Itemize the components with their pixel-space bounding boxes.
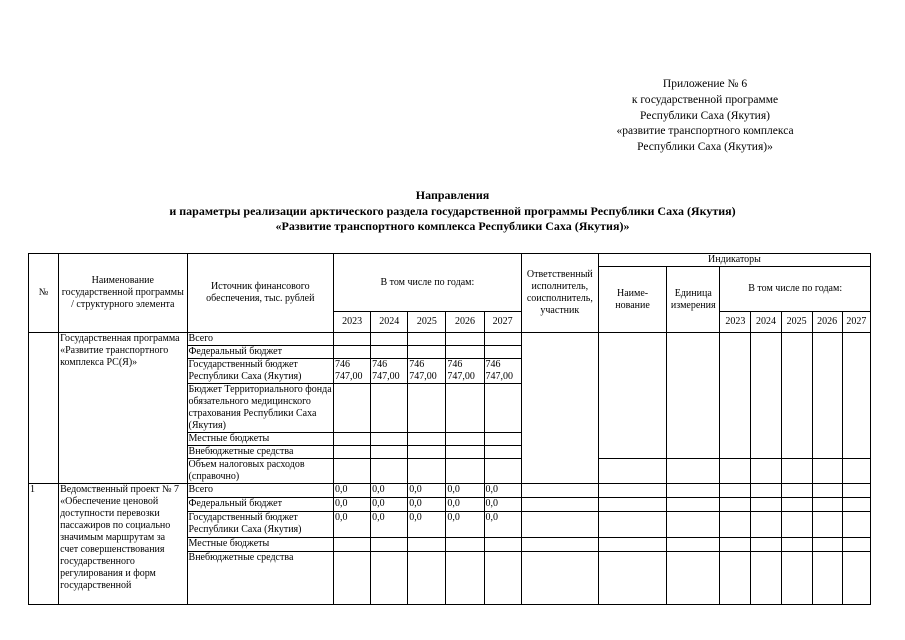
- responsible-cell: [521, 333, 598, 484]
- indicator-value-cell: [720, 511, 751, 538]
- header-year: 2026: [446, 312, 484, 333]
- value-cell: 746 747,00: [371, 359, 408, 384]
- table-row: [29, 333, 871, 346]
- source-cell: Внебюджетные средства: [187, 446, 334, 459]
- source-cell: Бюджет Территориального фонда обязательного медицинского страхования Республики Саха (Якутия): [188, 384, 332, 431]
- indicator-value-cell: [751, 333, 781, 459]
- value-cell: 0,0: [484, 484, 521, 498]
- value-cell: [334, 446, 371, 459]
- appendix-line: Приложение № 6: [662, 78, 748, 90]
- indicator-value-cell: [720, 484, 751, 498]
- source-cell: Государственный бюджет Республики Саха (Якутия): [187, 511, 334, 538]
- row-no: [29, 333, 59, 484]
- indicator-value-cell: [812, 511, 842, 538]
- indicator-value-cell: [751, 484, 781, 498]
- indicator-value-cell: [720, 497, 751, 511]
- value-cell: [408, 333, 446, 346]
- value-cell: [408, 346, 446, 359]
- header-ind-by-years: В том числе по годам:: [720, 267, 871, 312]
- value-cell: [446, 459, 484, 484]
- value-cell: [371, 433, 408, 446]
- value-cell: [334, 552, 371, 605]
- value-cell: 0,0: [446, 497, 484, 511]
- value-cell: [334, 346, 371, 359]
- value-cell: 746 747,00: [484, 359, 521, 384]
- responsible-cell: [521, 552, 598, 605]
- value-cell: [446, 446, 484, 459]
- value-cell: [484, 384, 521, 433]
- value-cell: [484, 552, 521, 605]
- value-cell: [371, 552, 408, 605]
- value-cell: [446, 433, 484, 446]
- indicator-value-cell: [720, 552, 751, 605]
- value-cell: [334, 384, 371, 433]
- value-cell: [371, 538, 408, 552]
- value-cell: 0,0: [371, 511, 408, 538]
- responsible-cell: [521, 511, 598, 538]
- indicator-name-cell: [598, 538, 666, 552]
- indicator-unit-cell: [667, 497, 720, 511]
- appendix-line: к государственной программе: [631, 93, 779, 106]
- indicator-value-cell: [842, 552, 870, 605]
- responsible-cell: [521, 538, 598, 552]
- indicator-value-cell: [842, 333, 870, 459]
- indicator-value-cell: [751, 538, 781, 552]
- header-year: 2023: [334, 312, 371, 333]
- table-row: [29, 484, 871, 498]
- value-cell: 0,0: [334, 511, 371, 538]
- value-cell: 0,0: [371, 497, 408, 511]
- header-indicators: Индикаторы: [598, 254, 870, 267]
- indicator-unit-cell: [667, 511, 720, 538]
- value-cell: 0,0: [484, 511, 521, 538]
- indicator-value-cell: [781, 538, 812, 552]
- header-no: №: [29, 254, 59, 333]
- source-cell: Местные бюджеты: [187, 538, 334, 552]
- responsible-cell: [521, 497, 598, 511]
- header-ind-year: 2027: [842, 312, 870, 333]
- appendix-line: Республики Саха (Якутия)»: [637, 141, 773, 154]
- value-cell: [371, 446, 408, 459]
- indicator-name-cell: [598, 459, 666, 484]
- header-by-years: В том числе по годам:: [334, 254, 522, 312]
- value-cell: [446, 538, 484, 552]
- program-name: Государственная программа «Развитие транспортного комплекса РС(Я)»: [59, 333, 187, 484]
- indicator-name-cell: [598, 484, 666, 498]
- indicator-unit-cell: [667, 484, 720, 498]
- indicator-value-cell: [781, 459, 812, 484]
- parameters-table: [28, 253, 871, 605]
- indicator-value-cell: [781, 333, 812, 459]
- value-cell: 0,0: [484, 497, 521, 511]
- indicator-unit-cell: [667, 333, 720, 459]
- source-cell: Государственный бюджет Республики Саха (Якутия): [187, 359, 334, 384]
- title-line: Направления: [415, 188, 490, 202]
- header-ind-unit: Единица измерения: [667, 267, 720, 333]
- indicator-value-cell: [842, 538, 870, 552]
- indicator-unit-cell: [667, 552, 720, 605]
- document-title: [100, 188, 805, 235]
- indicator-value-cell: [781, 511, 812, 538]
- indicator-value-cell: [812, 538, 842, 552]
- header-ind-year: 2023: [720, 312, 751, 333]
- value-cell: 0,0: [334, 484, 371, 498]
- indicator-value-cell: [781, 552, 812, 605]
- value-cell: 746 747,00: [334, 359, 371, 384]
- indicator-value-cell: [720, 333, 751, 459]
- indicator-value-cell: [720, 538, 751, 552]
- value-cell: [334, 459, 371, 484]
- appendix-note: [560, 77, 850, 156]
- value-cell: 0,0: [408, 484, 446, 498]
- value-cell: [446, 333, 484, 346]
- value-cell: [408, 459, 446, 484]
- source-cell: Федеральный бюджет: [187, 497, 334, 511]
- value-cell: 0,0: [334, 497, 371, 511]
- value-cell: [371, 333, 408, 346]
- header-ind-year: 2024: [751, 312, 781, 333]
- value-cell: [446, 346, 484, 359]
- header-year: 2025: [408, 312, 446, 333]
- indicator-value-cell: [751, 459, 781, 484]
- value-cell: [408, 538, 446, 552]
- value-cell: [484, 333, 521, 346]
- value-cell: [484, 433, 521, 446]
- appendix-line: «развитие транспортного комплекса: [616, 125, 794, 138]
- value-cell: [334, 538, 371, 552]
- header-year: 2024: [371, 312, 408, 333]
- title-line: и параметры реализации арктического раздела государственной программы Республики Саха (Якутия): [169, 203, 736, 218]
- source-cell: Внебюджетные средства: [187, 552, 334, 605]
- value-cell: [334, 333, 371, 346]
- value-cell: [484, 346, 521, 359]
- indicator-name-cell: [598, 511, 666, 538]
- value-cell: [408, 384, 446, 433]
- indicator-unit-cell: [667, 538, 720, 552]
- source-cell: Местные бюджеты: [187, 433, 334, 446]
- indicator-value-cell: [751, 497, 781, 511]
- value-cell: [371, 384, 408, 433]
- header-ind-year: 2026: [812, 312, 842, 333]
- indicator-value-cell: [812, 484, 842, 498]
- indicator-value-cell: [781, 497, 812, 511]
- appendix-line: Республики Саха (Якутия): [640, 109, 770, 122]
- value-cell: [484, 446, 521, 459]
- value-cell: 746 747,00: [408, 359, 446, 384]
- source-cell: Объем налоговых расходов (справочно): [187, 459, 334, 484]
- row-no: 1: [29, 484, 59, 605]
- value-cell: 0,0: [408, 511, 446, 538]
- source-cell: Всего: [187, 484, 334, 498]
- indicator-value-cell: [842, 484, 870, 498]
- source-cell: Всего: [187, 333, 334, 346]
- project-name: Ведомственный проект № 7 «Обеспечение ценовой доступности перевозки пассажиров по социально значимым маршрутам за счет совершенствования государственного регулирования и форм государственной: [59, 484, 187, 605]
- value-cell: [334, 433, 371, 446]
- value-cell: [408, 446, 446, 459]
- responsible-cell: [521, 484, 598, 498]
- indicator-name-cell: [598, 552, 666, 605]
- source-cell: Федеральный бюджет: [187, 346, 334, 359]
- header-ind-year: 2025: [781, 312, 812, 333]
- indicator-value-cell: [812, 552, 842, 605]
- indicator-value-cell: [842, 497, 870, 511]
- indicator-unit-cell: [667, 459, 720, 484]
- value-cell: [371, 346, 408, 359]
- indicator-name-cell: [598, 497, 666, 511]
- value-cell: 0,0: [371, 484, 408, 498]
- value-cell: [446, 384, 484, 433]
- header-responsible: Ответственный исполнитель, соисполнитель, участник: [521, 254, 598, 333]
- value-cell: 0,0: [446, 484, 484, 498]
- indicator-value-cell: [751, 552, 781, 605]
- indicator-name-cell: [598, 333, 666, 459]
- value-cell: [446, 552, 484, 605]
- header-source: Источник финансового обеспечения, тыс. рублей: [187, 254, 334, 333]
- value-cell: 746 747,00: [446, 359, 484, 384]
- header-year: 2027: [484, 312, 521, 333]
- indicator-value-cell: [842, 459, 870, 484]
- header-ind-name: Наиме-нование: [598, 267, 666, 333]
- indicator-value-cell: [812, 497, 842, 511]
- value-cell: 0,0: [446, 511, 484, 538]
- indicator-value-cell: [812, 333, 842, 459]
- value-cell: [408, 433, 446, 446]
- value-cell: [408, 552, 446, 605]
- header-name: Наименование государственной программы / структурного элемента: [59, 254, 187, 333]
- indicator-value-cell: [812, 459, 842, 484]
- value-cell: [484, 459, 521, 484]
- indicator-value-cell: [781, 484, 812, 498]
- indicator-value-cell: [720, 459, 751, 484]
- indicator-value-cell: [751, 511, 781, 538]
- value-cell: 0,0: [408, 497, 446, 511]
- title-line: «Развитие транспортного комплекса Республики Саха (Якутия)»: [275, 219, 630, 233]
- indicator-value-cell: [842, 511, 870, 538]
- value-cell: [371, 459, 408, 484]
- value-cell: [484, 538, 521, 552]
